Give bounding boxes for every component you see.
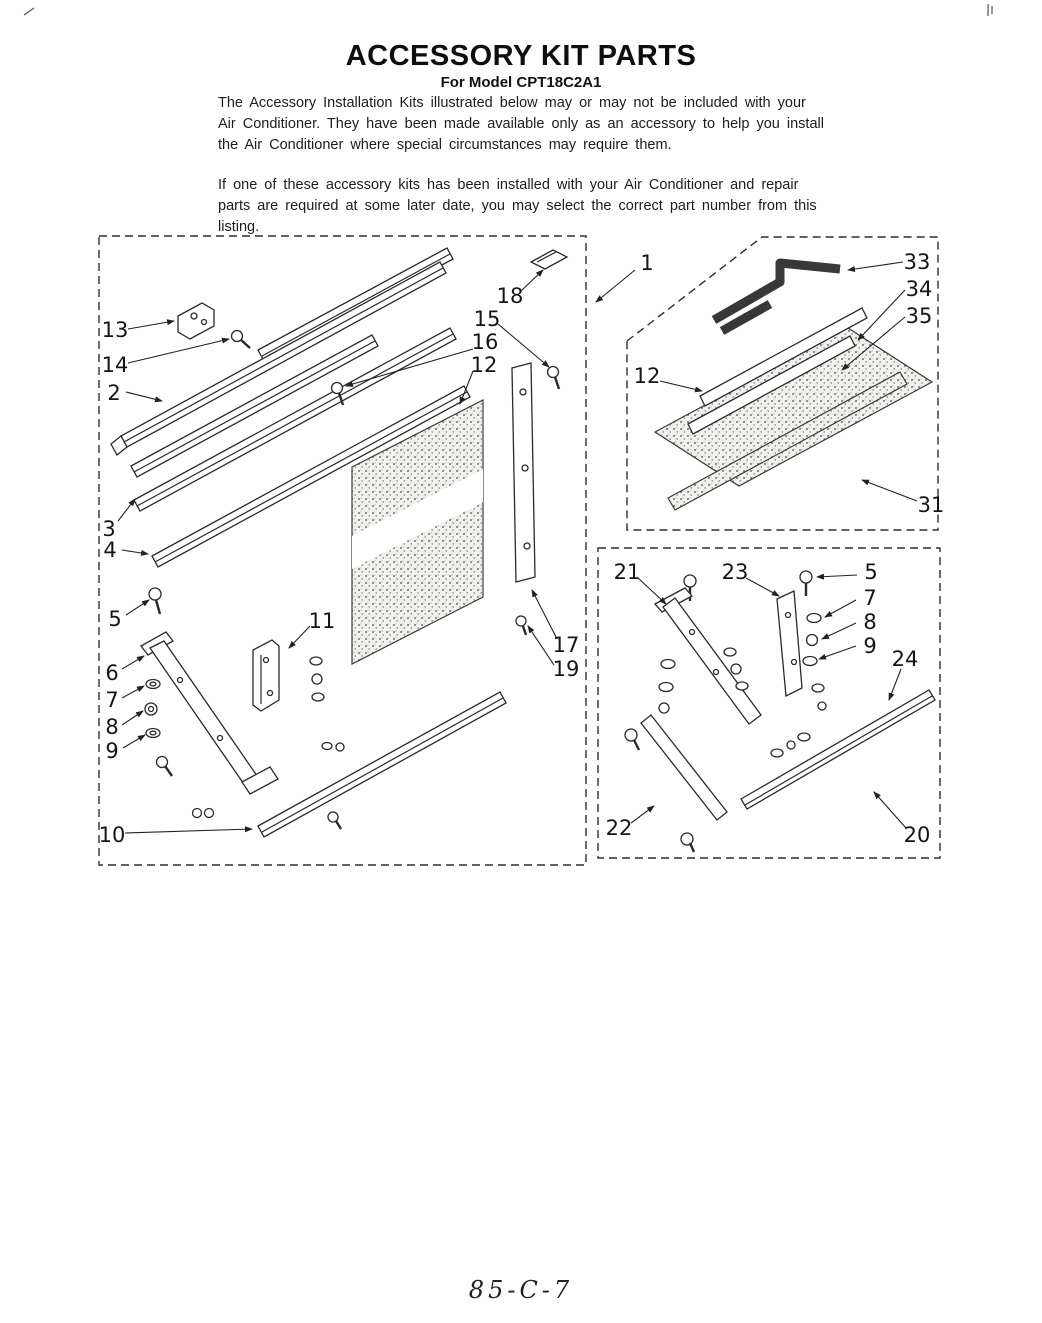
part-13-bracket (178, 303, 214, 339)
part-5-screw (149, 588, 161, 614)
part-label-5: 5 (108, 607, 122, 631)
washer-stack (771, 733, 810, 757)
part-7-washer (146, 680, 160, 689)
part-label-24: 24 (891, 647, 919, 671)
kit-window (627, 237, 938, 530)
part-18-clip (531, 250, 567, 269)
part-label-11: 11 (308, 609, 336, 633)
part-19-screw (516, 616, 526, 635)
part-20-rail (741, 690, 935, 809)
washer-stack (659, 660, 675, 714)
part-label-31: 31 (917, 493, 945, 517)
kit-support (598, 548, 940, 858)
part-label-2: 2 (107, 381, 121, 405)
part-23-bracket (777, 571, 812, 696)
washer-stack (310, 657, 344, 751)
model-subtitle: For Model CPT18C2A1 (440, 74, 602, 91)
part-label-10: 10 (98, 823, 126, 847)
part-label-4: 4 (103, 538, 117, 562)
part-label-15: 15 (473, 307, 501, 331)
part-21-bracket (655, 575, 761, 724)
part-label-7-support: 7 (863, 586, 877, 610)
part-10-rail (258, 692, 506, 837)
part-11-bracket (253, 640, 279, 711)
part-label-14: 14 (101, 353, 129, 377)
part-33-strap (714, 263, 840, 331)
part-label-8: 8 (105, 715, 119, 739)
lower-screw (157, 757, 173, 777)
part-label-12: 12 (470, 353, 498, 377)
part-label-34: 34 (905, 277, 933, 301)
part-8-nut (145, 703, 157, 715)
part-label-23: 23 (721, 560, 749, 584)
part-label-33: 33 (903, 250, 931, 274)
part-label-9-support: 9 (863, 634, 877, 658)
part-label-16: 16 (471, 330, 499, 354)
part-9-washer (146, 729, 160, 738)
part-label-7: 7 (105, 688, 119, 712)
page-title: ACCESSORY KIT PARTS (345, 40, 697, 72)
page-code: 85-C-7 (468, 1276, 574, 1304)
part-label-35: 35 (905, 304, 933, 328)
kit-support-outline (598, 548, 940, 858)
part-label-19: 19 (552, 657, 580, 681)
part-label-6: 6 (105, 661, 119, 685)
washer-stack (803, 614, 826, 711)
nut-pair (193, 809, 214, 818)
part-17-bar (512, 363, 535, 582)
kit-main (99, 236, 635, 865)
intro-paragraph: The Accessory Installation Kits illustrated below may or may not be included with your Air Conditioner. They have been made available only as an accessory to help you install the Air Conditioner where special circumstances may require them. (218, 95, 824, 154)
part-label-22: 22 (605, 816, 633, 840)
part-label-13: 13 (101, 318, 129, 342)
part-label-20: 20 (903, 823, 931, 847)
part-label-21: 21 (613, 560, 641, 584)
part-label-8-support: 8 (863, 610, 877, 634)
part-label-5-support: 5 (864, 560, 878, 584)
part-label-9: 9 (105, 739, 119, 763)
part-label-12-window: 12 (633, 364, 661, 388)
part-label-17: 17 (552, 633, 580, 657)
part-label-3: 3 (102, 517, 116, 541)
scan-artifact (24, 4, 992, 16)
repair-paragraph: If one of these accessory kits has been installed with your Air Conditioner and repair parts are required at some later date, you may select the correct part number from this listing. (218, 177, 817, 236)
part-label-1: 1 (640, 251, 654, 275)
part-14-screw (232, 331, 251, 349)
part-label-18: 18 (496, 284, 524, 308)
part-22-bracket (625, 715, 727, 852)
part-15-screw (548, 367, 560, 390)
